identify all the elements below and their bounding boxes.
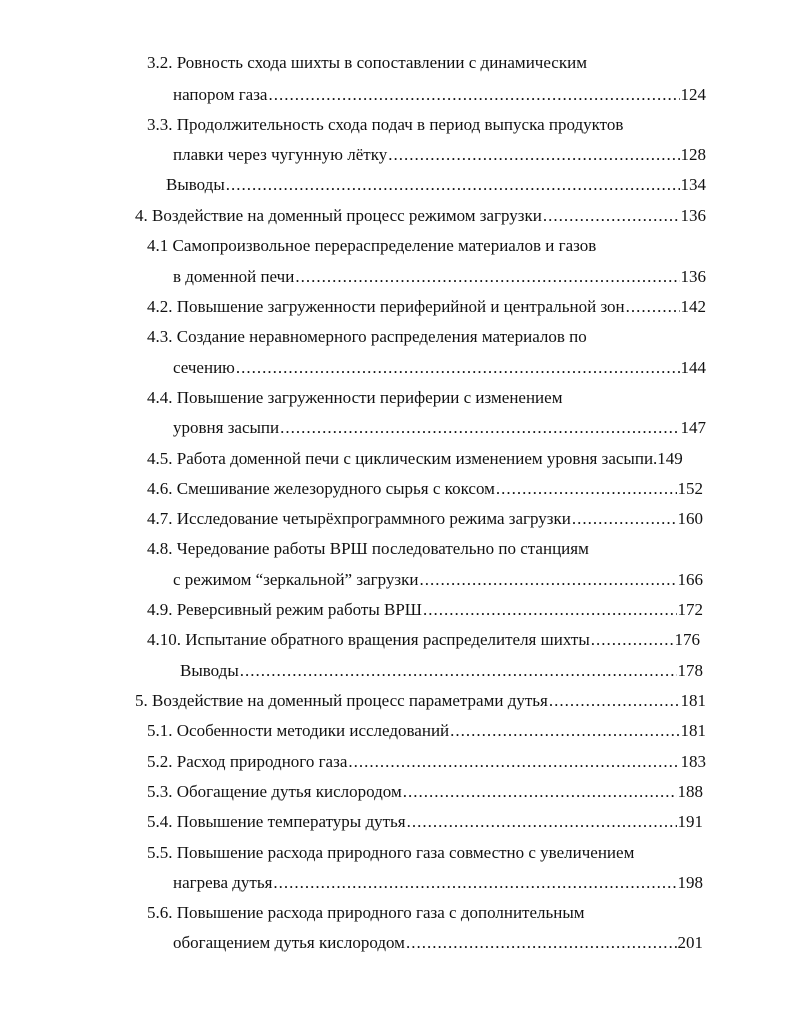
page-number: 160	[677, 509, 703, 528]
dot-leader	[450, 721, 679, 741]
dot-leader	[626, 297, 680, 317]
toc-entry-5-2	[147, 752, 706, 772]
page-number: 181	[680, 691, 706, 710]
page-number: 144	[680, 358, 706, 377]
dot-leader	[226, 175, 680, 195]
toc-entry-text: 5. Воздействие на доменный процесс параметрами дутья	[135, 691, 548, 710]
dot-leader	[268, 85, 679, 105]
toc-entry-text: 4.6. Смешивание железорудного сырья с коксом	[147, 479, 495, 498]
toc-entry-5-1	[147, 721, 706, 741]
page-number: 147	[680, 418, 706, 437]
toc-entry-text: 5.4. Повышение температуры дутья	[147, 812, 406, 831]
toc-entry-3-conclusions	[166, 175, 706, 195]
dot-leader	[388, 145, 679, 165]
toc-entry-5-4	[147, 812, 703, 832]
dot-leader	[406, 933, 677, 953]
toc-entry-4-4	[173, 418, 706, 438]
toc-entry-text: обогащением дутья кислородом	[173, 933, 405, 952]
toc-entry-text: 4.7. Исследование четырёхпрограммного режима загрузки	[147, 509, 571, 528]
page-number: 142	[680, 297, 706, 316]
toc-entry-4-8-title: 4.8. Чередование работы ВРШ последовательно по станциям	[147, 539, 589, 558]
dot-leader	[419, 570, 676, 590]
dot-leader	[423, 600, 677, 620]
page-number: 178	[677, 661, 703, 680]
toc-entry-4-3-title: 4.3. Создание неравномерного распределения материалов по	[147, 327, 587, 346]
dot-leader	[543, 206, 680, 226]
toc-entry-text: напором газа	[173, 85, 268, 104]
toc-entry-3-3	[173, 145, 706, 165]
dot-leader	[496, 479, 677, 499]
toc-entry-4-9	[147, 600, 703, 620]
page-number: 201	[677, 933, 703, 952]
dot-leader	[407, 812, 677, 832]
toc-chapter-4	[135, 206, 706, 226]
toc-entry-text: нагрева дутья	[173, 873, 273, 892]
page-number: 188	[677, 782, 703, 801]
toc-entry-4-4-title: 4.4. Повышение загруженности периферии с изменением	[147, 388, 563, 407]
page-number: 134	[680, 175, 706, 194]
dot-leader	[348, 752, 679, 772]
toc-entry-4-3	[173, 358, 706, 378]
page-number: 128	[680, 145, 706, 164]
toc-entry-text: 4.2. Повышение загруженности периферийной и центральной зон	[147, 297, 625, 316]
toc-entry-text: 4.10. Испытание обратного вращения распределителя шихты	[147, 630, 590, 649]
dot-leader	[295, 267, 679, 287]
toc-entry-4-8	[173, 570, 703, 590]
toc-entry-3-3-title: 3.3. Продолжительность схода подач в период выпуска продуктов	[147, 115, 624, 134]
dot-leader	[280, 418, 679, 438]
toc-entry-4-6	[147, 479, 703, 499]
toc-entry-4-5	[147, 449, 706, 469]
page-number: 152	[677, 479, 703, 498]
dot-leader	[549, 691, 680, 711]
toc-entry-5-3	[147, 782, 703, 802]
toc-entry-text: 5.3. Обогащение дутья кислородом	[147, 782, 402, 801]
page-number: 176	[674, 630, 700, 649]
page-number: 198	[677, 873, 703, 892]
toc-entry-3-2-title: 3.2. Ровность схода шихты в сопоставлении с динамическим	[147, 53, 587, 72]
page-number: 191	[677, 812, 703, 831]
page-number: 172	[677, 600, 703, 619]
toc-entry-4-1	[173, 267, 706, 287]
page-number: 136	[680, 206, 706, 225]
dot-leader	[273, 873, 676, 893]
toc-entry-text: 4. Воздействие на доменный процесс режимом загрузки	[135, 206, 542, 225]
toc-entry-text: плавки через чугунную лётку	[173, 145, 388, 164]
toc-entry-4-10	[147, 630, 700, 650]
dot-leader	[572, 509, 677, 529]
toc-entry-5-6-title: 5.6. Повышение расхода природного газа с дополнительным	[147, 903, 585, 922]
dot-leader	[236, 358, 680, 378]
page-number: 136	[680, 267, 706, 286]
toc-entry-3-2	[173, 85, 706, 105]
toc-entry-text: с режимом “зеркальной” загрузки	[173, 570, 419, 589]
dot-leader	[403, 782, 677, 802]
toc-entry-text: Выводы	[180, 661, 239, 680]
toc-entry-text: в доменной печи	[173, 267, 295, 286]
page-number: 181	[680, 721, 706, 740]
page-number: 149	[657, 449, 683, 468]
toc-entry-text: Выводы	[166, 175, 225, 194]
toc-entry-4-conclusions	[180, 661, 703, 681]
toc-entry-text: 5.2. Расход природного газа	[147, 752, 348, 771]
toc-entry-4-1-title: 4.1 Самопроизвольное перераспределение материалов и газов	[147, 236, 597, 255]
toc-chapter-5	[135, 691, 706, 711]
page-number: 124	[680, 85, 706, 104]
dot-leader	[591, 630, 674, 650]
page-number: 166	[677, 570, 703, 589]
toc-entry-5-5-title: 5.5. Повышение расхода природного газа совместно с увеличением	[147, 843, 635, 862]
toc-entry-4-2	[147, 297, 706, 317]
toc-entry-5-6	[173, 933, 703, 953]
toc-entry-text: сечению	[173, 358, 235, 377]
toc-entry-text: уровня засыпи	[173, 418, 280, 437]
toc-entry-text: 4.9. Реверсивный режим работы ВРШ	[147, 600, 422, 619]
dot-leader	[240, 661, 677, 681]
toc-entry-5-5	[173, 873, 703, 893]
toc-entry-text: 5.1. Особенности методики исследований	[147, 721, 450, 740]
page-number: 183	[680, 752, 706, 771]
toc-entry-text: 4.5. Работа доменной печи с циклическим изменением уровня засыпи.	[147, 449, 658, 468]
toc-entry-4-7	[147, 509, 703, 529]
